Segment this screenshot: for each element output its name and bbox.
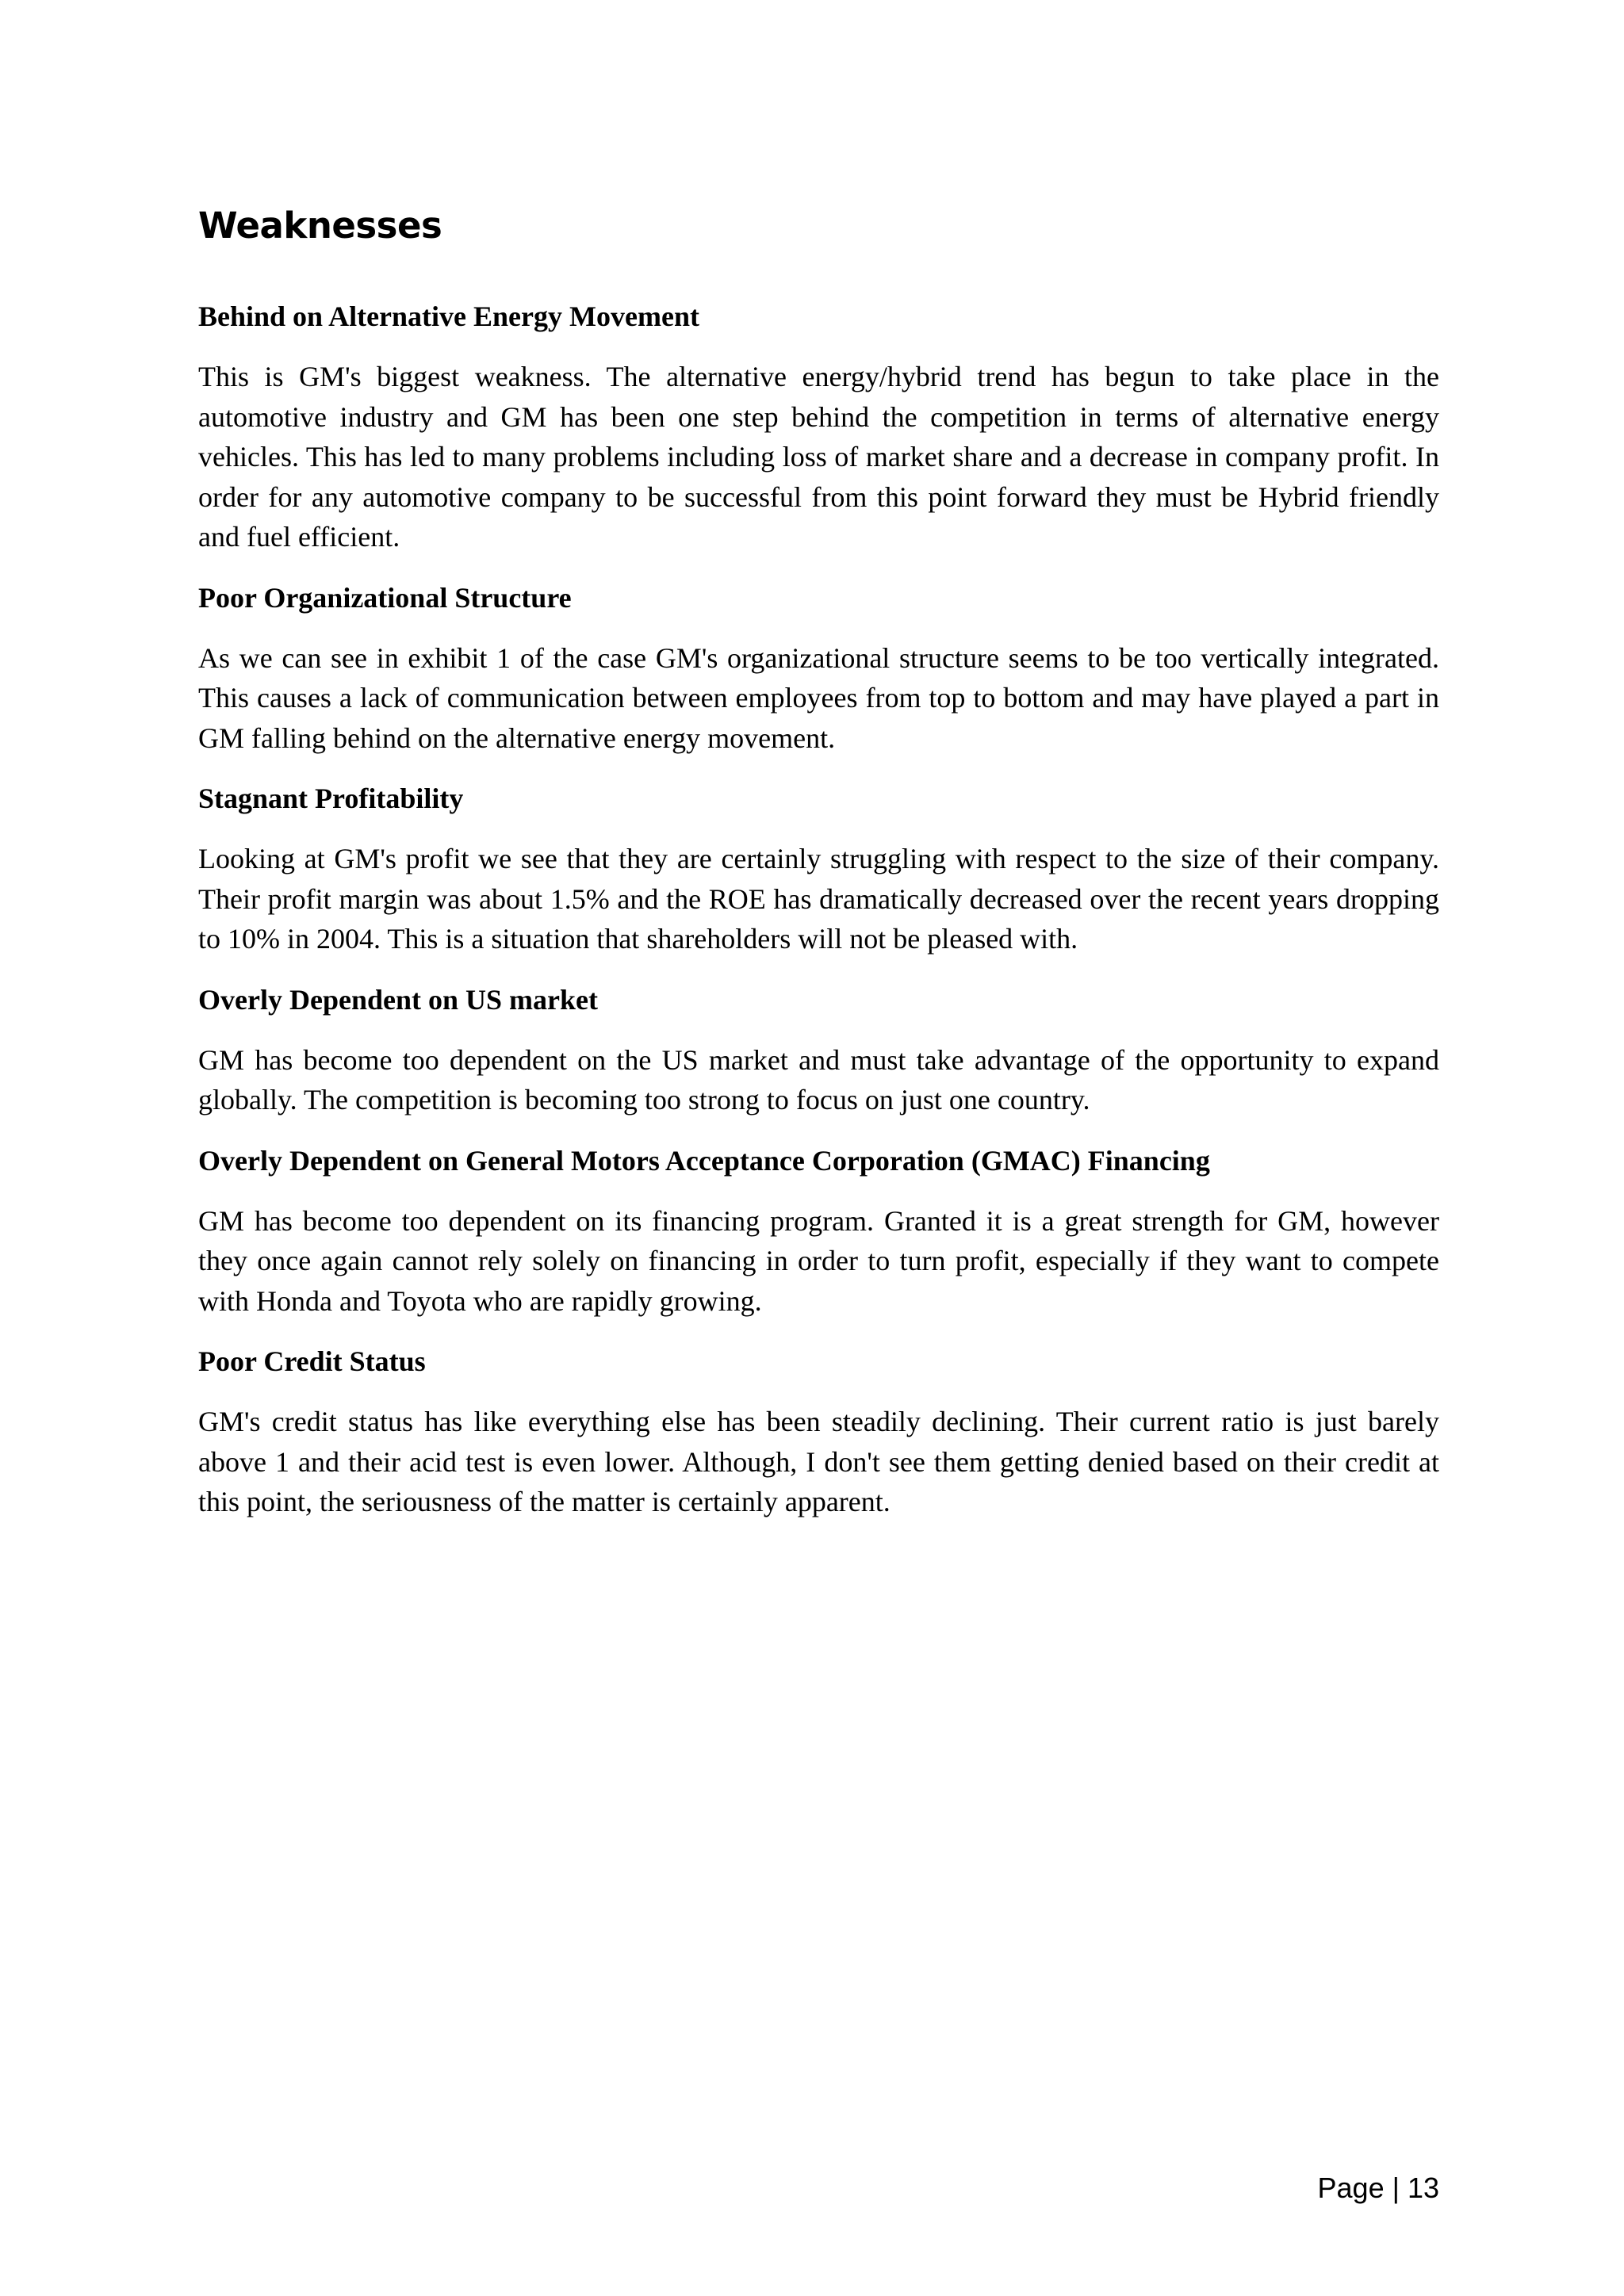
- section-paragraph: Looking at GM's profit we see that they are certainly struggling with respect to the size of their company. Their profit margin was about 1.5% and the ROE has dramatically decreased over the recent years dropping to 10% in 2004. This is a situation that shareholders will not be pleased with.: [198, 843, 1439, 955]
- section-heading: Poor Organizational Structure: [198, 581, 572, 614]
- section-credit-status: [198, 1341, 1439, 1522]
- section-paragraph: GM's credit status has like everything else has been steadily declining. Their current ratio is just barely above 1 and their acid test is even lower. Although, I don't see them getting denied based on their credit at this point, the seriousness of the matter is certainly apparent.: [198, 1406, 1439, 1517]
- page-number: Page | 13: [1317, 2172, 1439, 2204]
- section-alternative-energy: [198, 297, 1439, 557]
- section-stagnant-profitability: [198, 779, 1439, 959]
- section-heading: Overly Dependent on US market: [198, 983, 598, 1016]
- section-us-market: [198, 980, 1439, 1120]
- section-paragraph: GM has become too dependent on the US market and must take advantage of the opportunity to expand globally. The competition is becoming too strong to focus on just one country.: [198, 1043, 1439, 1115]
- weaknesses-sections: [198, 297, 1439, 1543]
- section-organizational-structure: [198, 578, 1439, 759]
- section-paragraph: This is GM's biggest weakness. The alternative energy/hybrid trend has begun to take place in the automotive industry and GM has been one step behind the competition in terms of alternative energy vehicles. This has led to many problems including loss of market share and a decrease in company profit. In order for any automotive company to be successful from this point forward they must be Hybrid friendly and fuel efficient.: [198, 361, 1439, 553]
- section-paragraph: As we can see in exhibit 1 of the case GM's organizational structure seems to be too vertically integrated. This causes a lack of communication between employees from top to bottom and may have played a part in GM falling behind on the alternative energy movement.: [198, 641, 1439, 754]
- section-heading: Overly Dependent on General Motors Acceptance Corporation (GMAC) Financing: [198, 1144, 1210, 1177]
- section-gmac-financing: [198, 1141, 1439, 1322]
- section-heading: Stagnant Profitability: [198, 783, 464, 814]
- section-heading: Poor Credit Status: [198, 1345, 426, 1377]
- page-title: Weaknesses: [198, 205, 442, 247]
- section-paragraph: GM has become too dependent on its financing program. Granted it is a great strength for GM, however they once again cannot rely solely on financing in order to turn profit, especially if they want to compete with Honda and Toyota who are rapidly growing.: [198, 1204, 1439, 1317]
- section-heading: Behind on Alternative Energy Movement: [198, 300, 699, 332]
